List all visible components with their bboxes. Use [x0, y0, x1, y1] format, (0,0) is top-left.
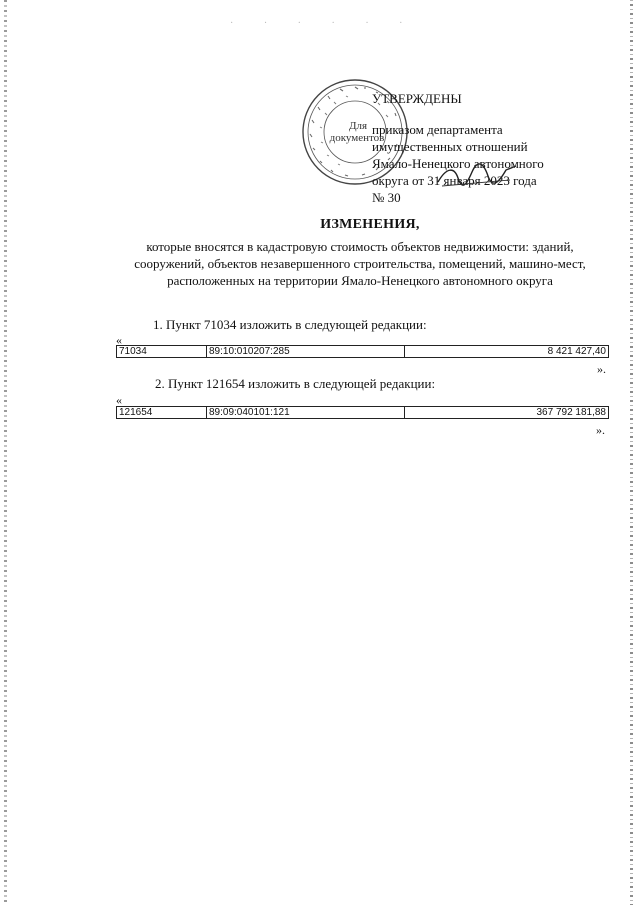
approval-title: УТВЕРЖДЕНЫ: [372, 91, 462, 106]
close-quote: ».: [596, 423, 605, 437]
item-2-text: 2. Пункт 121654 изложить в следующей редакции:: [155, 376, 436, 391]
open-quote: «: [116, 333, 122, 347]
document-title: ИЗМЕНЕНИЯ,: [320, 217, 420, 232]
close-quote: ».: [597, 362, 606, 376]
approval-line: имущественных отношений: [372, 139, 528, 154]
cadastral-number-cell: 89:09:040101:121: [207, 407, 405, 419]
open-quote: «: [116, 393, 122, 407]
item-1-text: 1. Пункт 71034 изложить в следующей редакции:: [153, 317, 427, 332]
item-1-table: [116, 345, 609, 358]
item-2-table: [116, 406, 609, 419]
cadastral-number-cell: 89:10:010207:285: [207, 346, 405, 358]
approval-line: № 30: [372, 190, 401, 205]
cadastral-value-cell: 367 792 181,88: [405, 407, 609, 419]
approval-line: приказом департамента: [372, 122, 503, 137]
row-number-cell: 121654: [117, 407, 207, 419]
signature-icon: [436, 160, 518, 190]
scan-edge-left: [4, 0, 7, 905]
approval-line: округа от 31 января 2023 года: [372, 173, 537, 188]
cadastral-value-cell: 8 421 427,40: [405, 346, 609, 358]
row-number-cell: 71034: [117, 346, 207, 358]
scan-edge-right: [630, 0, 633, 905]
approval-line: Ямало-Ненецкого автономного: [372, 156, 544, 171]
table-row: [117, 407, 609, 419]
document-subtitle: которые вносятся в кадастровую стоимость объектов недвижимости: зданий, сооружений, объектов незавершенного строительства, помещений, машино-мест, расположенных на территории Ямало-Ненецкого автономного округа: [134, 239, 586, 288]
stamp-center-line-1: Для: [348, 120, 368, 132]
stamp-center-line-2: документов: [329, 132, 385, 144]
table-row: [117, 346, 609, 358]
scan-specks: · · · · · ·: [230, 18, 417, 29]
